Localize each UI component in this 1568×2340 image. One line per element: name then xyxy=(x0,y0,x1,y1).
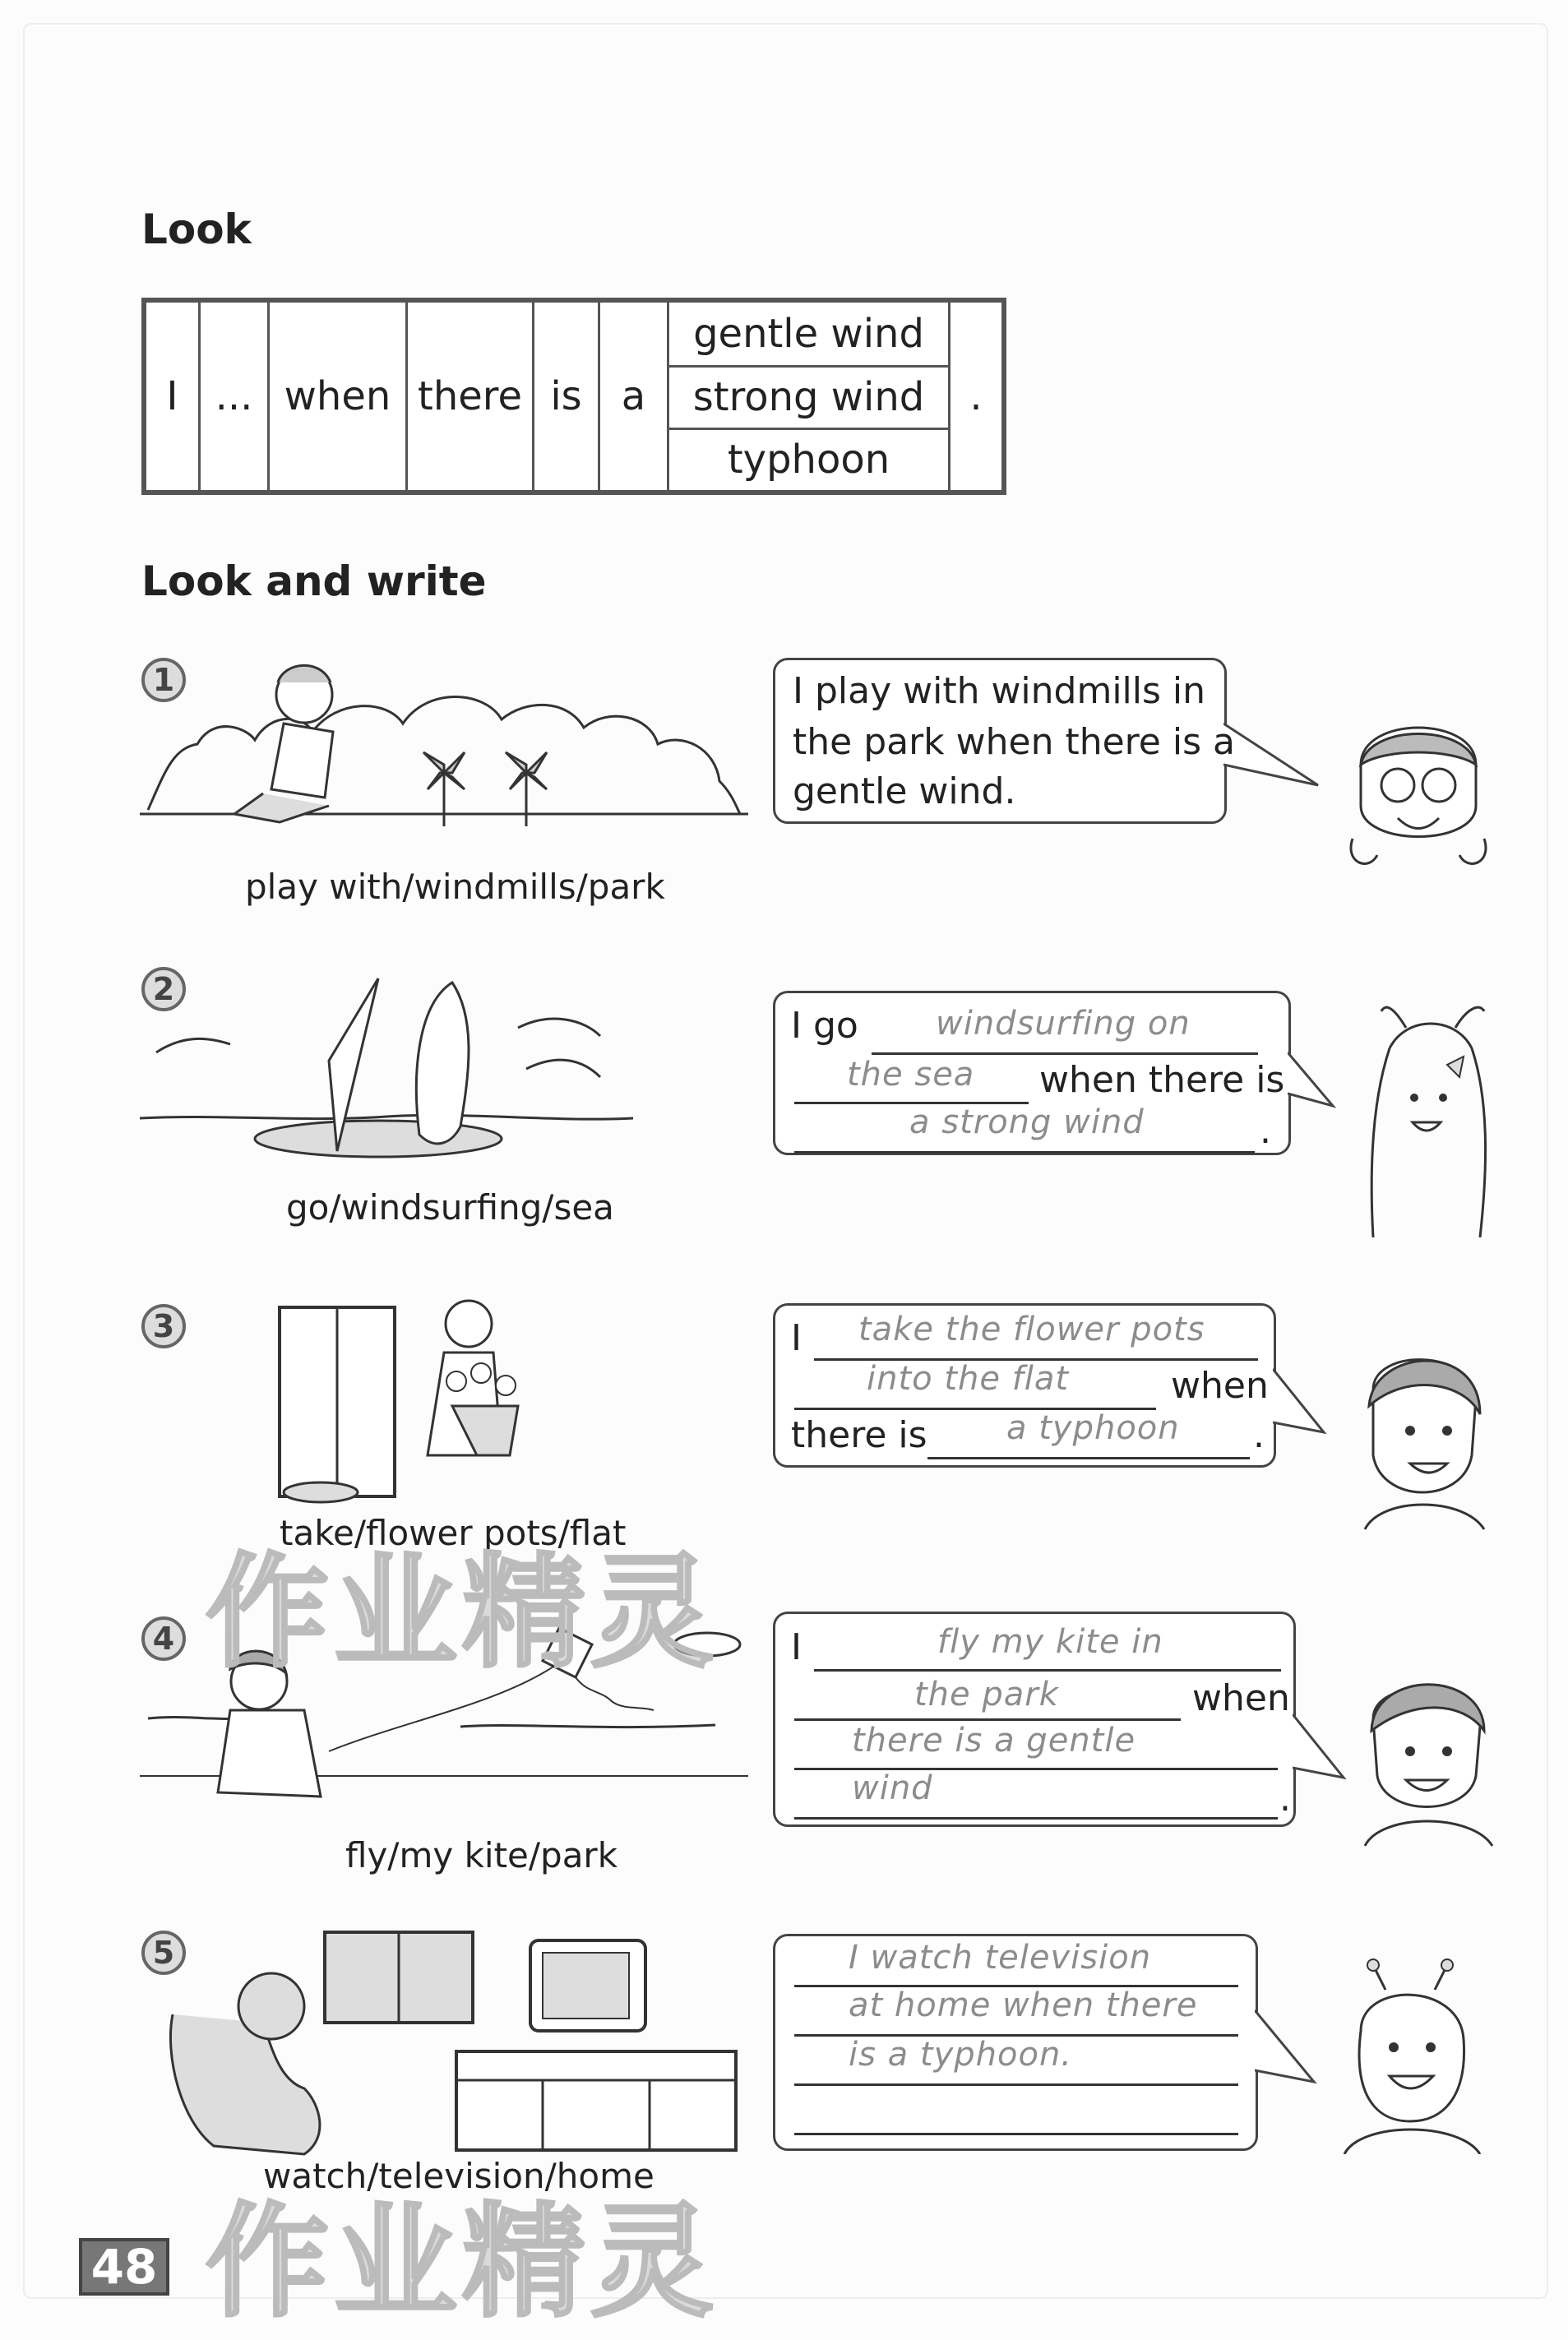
bubble-tail xyxy=(1293,1710,1350,1784)
answer-line xyxy=(794,1817,1278,1820)
table-cell: there xyxy=(408,303,534,490)
look-heading: Look xyxy=(141,206,252,253)
watermark: 作业精灵 xyxy=(206,2191,719,2334)
sentence-prefix: I xyxy=(791,1626,802,1668)
table-cell: is xyxy=(534,303,600,490)
table-options xyxy=(669,303,951,490)
bubble-tail xyxy=(1223,707,1322,798)
look-table xyxy=(141,298,1006,495)
bubble-tail xyxy=(1273,1365,1330,1439)
item-number: 2 xyxy=(141,967,186,1011)
bubble-line: the park when there is a xyxy=(793,721,1235,763)
sentence-prefix: I go xyxy=(791,1005,858,1047)
answer-line xyxy=(794,2083,1238,2086)
bubble-line: I play with windmills in xyxy=(793,670,1206,712)
handwritten-answer: take the flower pots xyxy=(858,1311,1205,1348)
item-caption: take/flower pots/flat xyxy=(280,1513,627,1553)
alien-avatar xyxy=(1328,1957,1492,2154)
sentence-prefix: I xyxy=(791,1317,802,1359)
sentence-end: . xyxy=(1253,1414,1265,1456)
table-end: . xyxy=(969,373,983,419)
item-number: 4 xyxy=(141,1616,186,1661)
table-cell: when xyxy=(270,303,408,490)
handwritten-answer: the park xyxy=(914,1676,1059,1713)
item-number: 3 xyxy=(141,1304,186,1348)
look-and-write-heading: Look and write xyxy=(141,557,487,605)
answer-line xyxy=(927,1457,1250,1459)
handwritten-answer: into the flat xyxy=(867,1360,1070,1398)
handwritten-answer: windsurfing on xyxy=(936,1005,1191,1043)
boy-avatar xyxy=(1348,1653,1505,1850)
answer-line xyxy=(872,1052,1258,1055)
girl-glasses-avatar xyxy=(1336,699,1501,880)
item-number: 5 xyxy=(141,1931,186,1975)
handwritten-answer: a typhoon xyxy=(1006,1409,1180,1447)
bubble-line: gentle wind. xyxy=(793,770,1016,812)
answer-line xyxy=(794,1718,1181,1721)
item-caption: play with/windmills/park xyxy=(245,867,665,907)
windmills-park-illustration xyxy=(140,650,748,863)
handwritten-answer: a strong wind xyxy=(909,1103,1145,1141)
sentence-middle: when xyxy=(1171,1365,1269,1407)
handwritten-answer: is a typhoon. xyxy=(849,2036,1073,2074)
handwritten-answer: I watch television xyxy=(849,1939,1152,1977)
bubble-tail xyxy=(1288,1044,1337,1110)
page-number: 48 xyxy=(79,2238,169,2296)
handwritten-answer: there is a gentle xyxy=(852,1722,1136,1760)
alien-avatar xyxy=(1348,999,1505,1237)
television-home-illustration xyxy=(156,1924,748,2162)
sentence-middle: when there is xyxy=(1039,1059,1285,1101)
table-option: typhoon xyxy=(669,428,948,490)
item-caption: watch/television/home xyxy=(263,2156,654,2196)
handwritten-answer: fly my kite in xyxy=(937,1623,1163,1661)
item-caption: go/windsurfing/sea xyxy=(286,1187,614,1228)
table-option: gentle wind xyxy=(693,310,924,357)
answer-line xyxy=(794,1151,1255,1154)
watermark: 作业精灵 xyxy=(206,1542,719,1685)
sentence-middle: when xyxy=(1192,1677,1290,1719)
bubble-tail xyxy=(1255,2006,1321,2088)
handwritten-answer: wind xyxy=(852,1769,933,1807)
boy-avatar xyxy=(1340,1332,1505,1538)
table-cell: ... xyxy=(201,303,270,490)
flower-pots-flat-illustration xyxy=(271,1291,551,1538)
handwritten-answer: the sea xyxy=(847,1056,975,1094)
table-cell: I xyxy=(146,303,201,490)
sentence-end: . xyxy=(1260,1110,1271,1152)
table-option: strong wind xyxy=(669,365,948,428)
item-caption: fly/my kite/park xyxy=(345,1835,618,1875)
handwritten-answer: at home when there xyxy=(849,1986,1198,2024)
windsurfing-sea-illustration xyxy=(140,954,633,1200)
item-number: 1 xyxy=(141,658,186,702)
answer-line xyxy=(794,2133,1238,2135)
sentence-end: . xyxy=(1279,1778,1291,1820)
table-cell: a xyxy=(600,303,669,490)
answer-line xyxy=(814,1669,1281,1672)
sentence-lead: there is xyxy=(791,1414,927,1456)
